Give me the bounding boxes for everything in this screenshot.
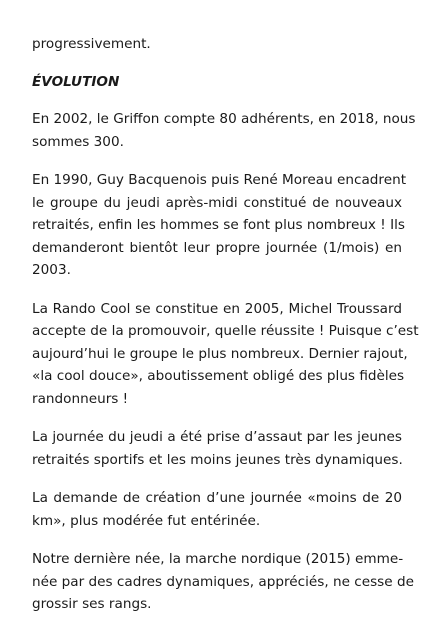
paragraph-line: En 2002, le Griffon compte 80 adhérents, en 2018, nous	[32, 111, 416, 127]
paragraph-line: Notre dernière née, la marche nordique (2015) emme-	[32, 551, 404, 567]
paragraph-line: retraités sportifs et les moins jeunes très dynamiques.	[32, 451, 403, 468]
paragraph-line: accepte de la promouvoir, quelle réussite ! Puisque c’est	[32, 323, 419, 339]
paragraph-line: La Rando Cool se constitue en 2005, Michel Troussard	[32, 300, 402, 317]
section-heading: ÉVOLUTION	[32, 73, 120, 90]
paragraph-line: le groupe du jeudi après-midi constitué de nouveaux	[32, 194, 402, 211]
paragraph-line: demanderont bientôt leur propre journée (1/mois) en	[32, 239, 402, 256]
paragraph-line: «la cool douce», aboutissement obligé des plus fidèles	[32, 368, 405, 384]
paragraph-line: La journée du jeudi a été prise d’assaut par les jeunes	[32, 429, 402, 445]
paragraph-line: En 1990, Guy Bacquenois puis René Moreau encadrent	[32, 172, 407, 188]
paragraph-rando-cool	[32, 298, 419, 411]
spacer	[32, 471, 402, 487]
paragraph-line: km», plus modérée fut entérinée.	[32, 512, 261, 529]
spacer	[32, 153, 402, 169]
paragraph-membership	[32, 108, 416, 153]
document-page	[32, 33, 419, 616]
spacer	[32, 93, 402, 108]
paragraph-line: née par des cadres dynamiques, appréciés, ne cesse de	[32, 573, 414, 590]
paragraph-line: randonneurs !	[32, 390, 129, 407]
spacer	[32, 532, 402, 548]
paragraph-20km-day	[32, 487, 402, 532]
paragraph-thursday-day	[32, 426, 402, 471]
paragraph-line: grossir ses rangs.	[32, 596, 152, 612]
paragraph-line: aujourd’hui le groupe le plus nombreux. Dernier rajout,	[32, 345, 408, 362]
paragraph-line: 2003.	[32, 262, 71, 278]
paragraph-nordic-walking	[32, 548, 414, 616]
paragraph-line: sommes 300.	[32, 133, 124, 150]
intro-tail-text: progressivement.	[32, 36, 151, 52]
paragraph-line: La demande de création d’une journée «moins de 20	[32, 490, 402, 506]
paragraph-thursday-group	[32, 169, 407, 282]
spacer	[32, 56, 402, 71]
spacer	[32, 410, 402, 426]
spacer	[32, 282, 402, 298]
paragraph-line: retraités, enfin les hommes se font plus nombreux ! Ils	[32, 217, 405, 233]
